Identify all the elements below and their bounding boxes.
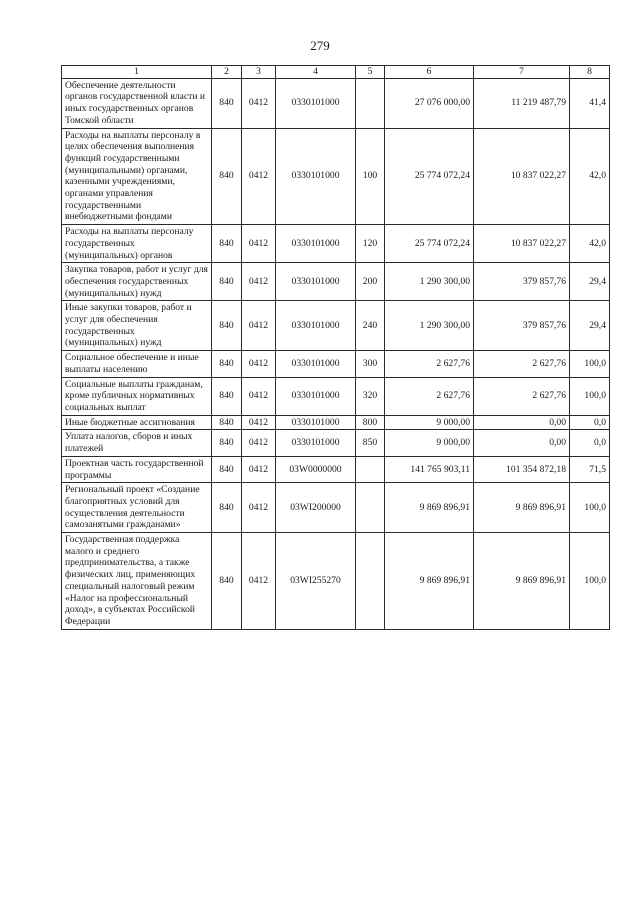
actual-amount-cell: 2 627,76 — [474, 377, 570, 415]
row-name-cell: Социальные выплаты гражданам, кроме публичных нормативных социальных выплат — [62, 377, 212, 415]
row-name-cell: Социальное обеспечение и иные выплаты населению — [62, 351, 212, 377]
target-article-cell: 0330101000 — [276, 263, 356, 301]
section-code-cell: 0412 — [242, 430, 276, 456]
table-row — [62, 415, 610, 430]
plan-amount-cell: 2 627,76 — [385, 377, 474, 415]
actual-amount-cell: 2 627,76 — [474, 351, 570, 377]
target-article-cell: 0330101000 — [276, 78, 356, 128]
plan-amount-cell: 25 774 072,24 — [385, 225, 474, 263]
actual-amount-cell: 0,00 — [474, 415, 570, 430]
actual-amount-cell: 9 869 896,91 — [474, 483, 570, 533]
grbs-code-cell: 840 — [212, 483, 242, 533]
expense-type-cell — [356, 533, 385, 630]
target-article-cell: 0330101000 — [276, 301, 356, 351]
section-code-cell: 0412 — [242, 78, 276, 128]
table-row — [62, 225, 610, 263]
percent-cell: 41,4 — [570, 78, 610, 128]
plan-amount-cell: 2 627,76 — [385, 351, 474, 377]
section-code-cell: 0412 — [242, 415, 276, 430]
target-article-cell: 0330101000 — [276, 351, 356, 377]
percent-cell: 100,0 — [570, 351, 610, 377]
table-row — [62, 533, 610, 630]
column-header: 2 — [212, 66, 242, 79]
percent-cell: 29,4 — [570, 263, 610, 301]
table-row — [62, 263, 610, 301]
actual-amount-cell: 0,00 — [474, 430, 570, 456]
target-article-cell: 0330101000 — [276, 415, 356, 430]
grbs-code-cell: 840 — [212, 128, 242, 225]
column-header: 5 — [356, 66, 385, 79]
plan-amount-cell: 25 774 072,24 — [385, 128, 474, 225]
table-row — [62, 351, 610, 377]
table-row — [62, 128, 610, 225]
grbs-code-cell: 840 — [212, 78, 242, 128]
row-name-cell: Уплата налогов, сборов и иных платежей — [62, 430, 212, 456]
percent-cell: 0,0 — [570, 430, 610, 456]
section-code-cell: 0412 — [242, 483, 276, 533]
row-name-cell: Обеспечение деятельности органов государственной власти и иных государственных органов Томской области — [62, 78, 212, 128]
row-name-cell: Закупка товаров, работ и услуг для обеспечения государственных (муниципальных) нужд — [62, 263, 212, 301]
table-row — [62, 377, 610, 415]
target-article-cell: 03WI200000 — [276, 483, 356, 533]
column-header: 8 — [570, 66, 610, 79]
plan-amount-cell: 1 290 300,00 — [385, 301, 474, 351]
percent-cell: 100,0 — [570, 533, 610, 630]
actual-amount-cell: 10 837 022,27 — [474, 128, 570, 225]
target-article-cell: 0330101000 — [276, 377, 356, 415]
percent-cell: 0,0 — [570, 415, 610, 430]
row-name-cell: Иные бюджетные ассигнования — [62, 415, 212, 430]
percent-cell: 42,0 — [570, 128, 610, 225]
column-header: 6 — [385, 66, 474, 79]
grbs-code-cell: 840 — [212, 263, 242, 301]
percent-cell: 71,5 — [570, 456, 610, 482]
table-row — [62, 78, 610, 128]
actual-amount-cell: 11 219 487,79 — [474, 78, 570, 128]
expense-type-cell: 120 — [356, 225, 385, 263]
table-row — [62, 483, 610, 533]
percent-cell: 42,0 — [570, 225, 610, 263]
section-code-cell: 0412 — [242, 377, 276, 415]
plan-amount-cell: 1 290 300,00 — [385, 263, 474, 301]
plan-amount-cell: 9 000,00 — [385, 415, 474, 430]
column-header: 4 — [276, 66, 356, 79]
plan-amount-cell: 9 000,00 — [385, 430, 474, 456]
expense-type-cell: 200 — [356, 263, 385, 301]
section-code-cell: 0412 — [242, 263, 276, 301]
grbs-code-cell: 840 — [212, 351, 242, 377]
row-name-cell: Иные закупки товаров, работ и услуг для обеспечения государственных (муниципальных) нужд — [62, 301, 212, 351]
section-code-cell: 0412 — [242, 533, 276, 630]
percent-cell: 100,0 — [570, 377, 610, 415]
table-row — [62, 456, 610, 482]
target-article-cell: 03W0000000 — [276, 456, 356, 482]
actual-amount-cell: 9 869 896,91 — [474, 533, 570, 630]
column-header: 7 — [474, 66, 570, 79]
percent-cell: 29,4 — [570, 301, 610, 351]
section-code-cell: 0412 — [242, 128, 276, 225]
expense-type-cell — [356, 78, 385, 128]
grbs-code-cell: 840 — [212, 225, 242, 263]
expense-type-cell: 320 — [356, 377, 385, 415]
table-row — [62, 301, 610, 351]
actual-amount-cell: 10 837 022,27 — [474, 225, 570, 263]
expense-type-cell: 240 — [356, 301, 385, 351]
expense-type-cell — [356, 456, 385, 482]
grbs-code-cell: 840 — [212, 533, 242, 630]
grbs-code-cell: 840 — [212, 377, 242, 415]
budget-table — [61, 65, 610, 630]
section-code-cell: 0412 — [242, 225, 276, 263]
target-article-cell: 0330101000 — [276, 128, 356, 225]
expense-type-cell: 300 — [356, 351, 385, 377]
grbs-code-cell: 840 — [212, 301, 242, 351]
plan-amount-cell: 141 765 903,11 — [385, 456, 474, 482]
grbs-code-cell: 840 — [212, 415, 242, 430]
plan-amount-cell: 27 076 000,00 — [385, 78, 474, 128]
expense-type-cell: 850 — [356, 430, 385, 456]
column-header: 3 — [242, 66, 276, 79]
row-name-cell: Региональный проект «Создание благоприятных условий для осуществления деятельности самозанятыми гражданами» — [62, 483, 212, 533]
target-article-cell: 0330101000 — [276, 225, 356, 263]
expense-type-cell: 100 — [356, 128, 385, 225]
percent-cell: 100,0 — [570, 483, 610, 533]
target-article-cell: 03WI255270 — [276, 533, 356, 630]
row-name-cell: Государственная поддержка малого и среднего предпринимательства, а также физических лиц, применяющих специальный налоговый режим «Налог на профессиональный доход», в субъектах Российской Федерации — [62, 533, 212, 630]
actual-amount-cell: 379 857,76 — [474, 301, 570, 351]
grbs-code-cell: 840 — [212, 430, 242, 456]
expense-type-cell: 800 — [356, 415, 385, 430]
plan-amount-cell: 9 869 896,91 — [385, 483, 474, 533]
row-name-cell: Проектная часть государственной программы — [62, 456, 212, 482]
actual-amount-cell: 101 354 872,18 — [474, 456, 570, 482]
section-code-cell: 0412 — [242, 351, 276, 377]
header-row — [62, 66, 610, 79]
expense-type-cell — [356, 483, 385, 533]
row-name-cell: Расходы на выплаты персоналу в целях обеспечения выполнения функций государственными (муниципальными) органами, казенными учреждениями, органами управления государственными внебюджетными фондами — [62, 128, 212, 225]
row-name-cell: Расходы на выплаты персоналу государственных (муниципальных) органов — [62, 225, 212, 263]
table-row — [62, 430, 610, 456]
section-code-cell: 0412 — [242, 456, 276, 482]
column-header: 1 — [62, 66, 212, 79]
actual-amount-cell: 379 857,76 — [474, 263, 570, 301]
section-code-cell: 0412 — [242, 301, 276, 351]
plan-amount-cell: 9 869 896,91 — [385, 533, 474, 630]
grbs-code-cell: 840 — [212, 456, 242, 482]
page-number: 279 — [310, 38, 330, 53]
target-article-cell: 0330101000 — [276, 430, 356, 456]
